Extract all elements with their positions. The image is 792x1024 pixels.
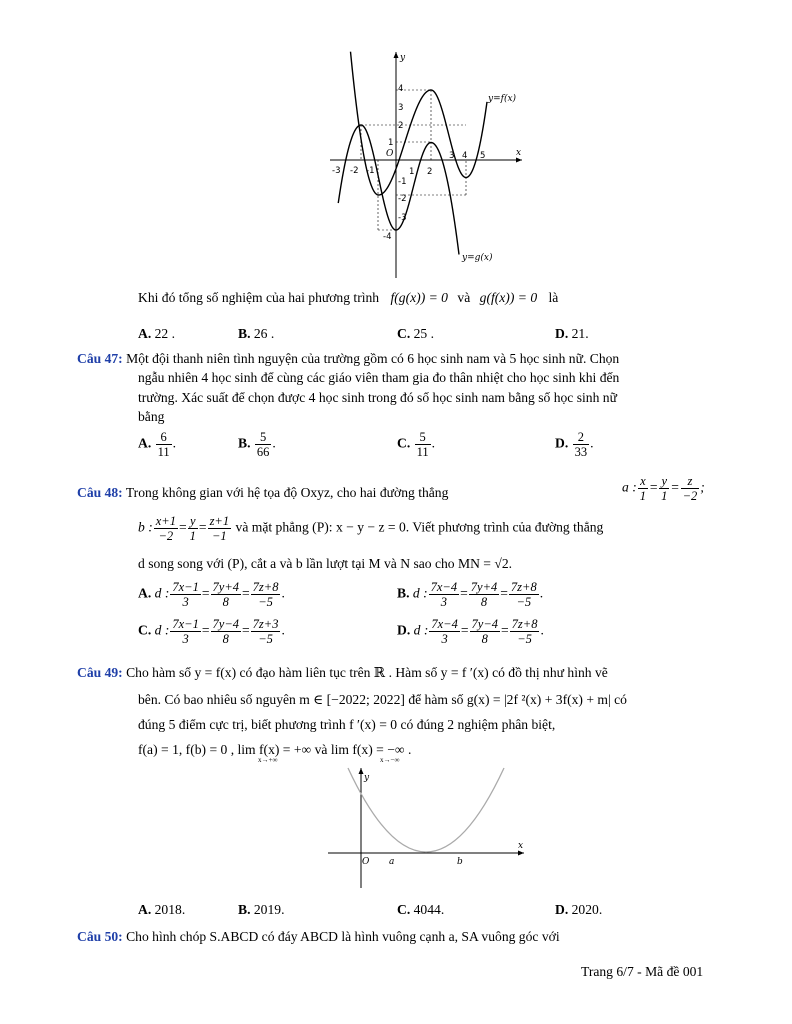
graph2-origin: O (362, 857, 370, 867)
q47-line3: trường. Xác suất để chọn được 4 học sinh trong đó số học sinh nam bằng số học sinh nữ (138, 390, 617, 405)
q47-option-d[interactable]: D. $\frac{2}{33}$ . (555, 430, 594, 459)
q49-line4: f(a) = 1, f(b) = 0 , lim f(x) = +∞ và lim f(x) = −∞ . (138, 742, 412, 757)
q49-option-c[interactable]: C. 4044. (397, 902, 445, 917)
graph2-b: b (457, 857, 463, 867)
y-axis-arrow (394, 52, 399, 58)
q49-option-b[interactable]: B. 2019. (238, 902, 285, 917)
q50-label: Câu 50: (77, 929, 123, 944)
q49-line3: đúng 5 điểm cực trị, biết phương trình f ′(x) = 0 có đúng 2 nghiệm phân biệt, (138, 717, 556, 732)
q50-line1: Câu 50: Cho hình chóp S.ABCD có đáy ABCD là hình vuông cạnh a, SA vuông góc với (77, 929, 560, 944)
q47-line2: ngẫu nhiên 4 học sinh để cùng các giáo viên tham gia đo thân nhiệt cho học sinh khi đến (138, 370, 620, 385)
ytick: 3 (398, 103, 404, 113)
graph1-x-label: x (516, 148, 522, 158)
graph-f-g (326, 48, 526, 280)
q47-option-a[interactable]: A. $\frac{6}{11}$ . (138, 430, 177, 459)
q47-line4: bằng (138, 409, 165, 424)
q46-option-b[interactable]: B. 26 . (238, 326, 275, 341)
q49-option-d[interactable]: D. 2020. (555, 902, 603, 917)
ytick: 4 (398, 84, 404, 94)
graph1-y-label: y (400, 53, 406, 63)
curve-fprime (348, 768, 504, 852)
page-footer: Trang 6/7 - Mã đề 001 (581, 964, 704, 979)
ytick: 1 (388, 138, 394, 148)
ytick: -4 (383, 232, 392, 242)
ytick: -1 (398, 177, 407, 187)
ytick: -3 (398, 213, 407, 223)
xtick: -3 (332, 166, 341, 176)
q48-line-a: a : $\frac{x}{1}$ = $\frac{y}{1}$ = $\frac{z}{-2}$ ; (622, 474, 705, 503)
ytick: 2 (398, 121, 404, 131)
q49-lim1-sub: x→+∞ (258, 756, 278, 764)
q46-stem-prefix: Khi đó tổng số nghiệm của hai phương trình (138, 290, 380, 305)
q48-line1: Câu 48: Trong không gian với hệ tọa độ Oxyz, cho hai đường thẳng (77, 485, 449, 500)
xtick: 1 (409, 167, 415, 177)
q46-option-d[interactable]: D. 21. (555, 326, 589, 341)
q46-option-c[interactable]: C. 25 . (397, 326, 435, 341)
q48-option-b[interactable]: B. d : $\frac{7x-4}{3}$ = $\frac{7y+4}{8}$ = $\frac{7z+8}{-5}$ . (397, 580, 544, 609)
q49-line1: Câu 49: Cho hàm số y = f(x) có đạo hàm liên tục trên ℝ . Hàm số y = f ′(x) có đồ thị như hình vẽ (77, 665, 608, 680)
ytick: -2 (398, 194, 407, 204)
q49-line2: bên. Có bao nhiêu số nguyên m ∈ [−2022; 2022] để hàm số g(x) = |2f ²(x) + 3f(x) + m| có (138, 692, 627, 707)
graph-fprime (326, 766, 526, 890)
xtick: 5 (480, 151, 486, 161)
q46-option-a[interactable]: A. 22 . (138, 326, 176, 341)
q47-line1: Câu 47: Một đội thanh niên tình nguyện của trường gồm có 6 học sinh nam và 5 học sinh nữ. Chọn (77, 351, 620, 366)
xtick: 2 (427, 167, 433, 177)
q46-join: và (457, 290, 471, 305)
xtick: 4 (462, 151, 468, 161)
graph2-y-label: y (364, 773, 370, 783)
q48-option-d[interactable]: D. d : $\frac{7x-4}{3}$ = $\frac{7y-4}{8}$ = $\frac{7z+8}{-5}$ . (397, 617, 544, 646)
xtick: 3 (449, 151, 455, 161)
q49-label: Câu 49: (77, 665, 123, 680)
graph2-x-label: x (518, 841, 524, 851)
q48-label: Câu 48: (77, 485, 123, 500)
curve-g (338, 125, 459, 255)
q49-lim2-sub: x→−∞ (380, 756, 400, 764)
q46-stem-suffix: là (548, 290, 559, 305)
xtick: -1 (366, 166, 375, 176)
q47-option-c[interactable]: C. $\frac{5}{11}$ . (397, 430, 436, 459)
q49-option-a[interactable]: A. 2018. (138, 902, 186, 917)
xtick: -2 (350, 166, 359, 176)
q46-eq2: g(f(x)) = 0 (479, 290, 538, 305)
graph1-origin: O (386, 149, 394, 159)
q48-line2: b : $\frac{x+1}{-2}$ = $\frac{y}{1}$ = $\frac{z+1}{-1}$ và mặt phẳng (P): x − y − z = 0. Viết phương trình của đường thẳng (138, 514, 604, 543)
q48-option-c[interactable]: C. d : $\frac{7x-1}{3}$ = $\frac{7y-4}{8}$ = $\frac{7z+3}{-5}$ . (138, 617, 285, 646)
q48-line3: d song song với (P), cắt a và b lần lượt tại M và N sao cho MN = √2. (138, 556, 513, 571)
label-f: y=f(x) (488, 94, 517, 104)
x-axis-arrow (516, 158, 522, 163)
q48-option-a[interactable]: A. d : $\frac{7x-1}{3}$ = $\frac{7y+4}{8}$ = $\frac{7z+8}{-5}$ . (138, 580, 285, 609)
q46-stem (138, 289, 558, 307)
q47-label: Câu 47: (77, 351, 123, 366)
q47-option-b[interactable]: B. $\frac{5}{66}$ . (238, 430, 276, 459)
q46-eq1: f(g(x)) = 0 (390, 290, 448, 305)
label-g: y=g(x) (462, 253, 493, 263)
graph2-a: a (389, 857, 395, 867)
